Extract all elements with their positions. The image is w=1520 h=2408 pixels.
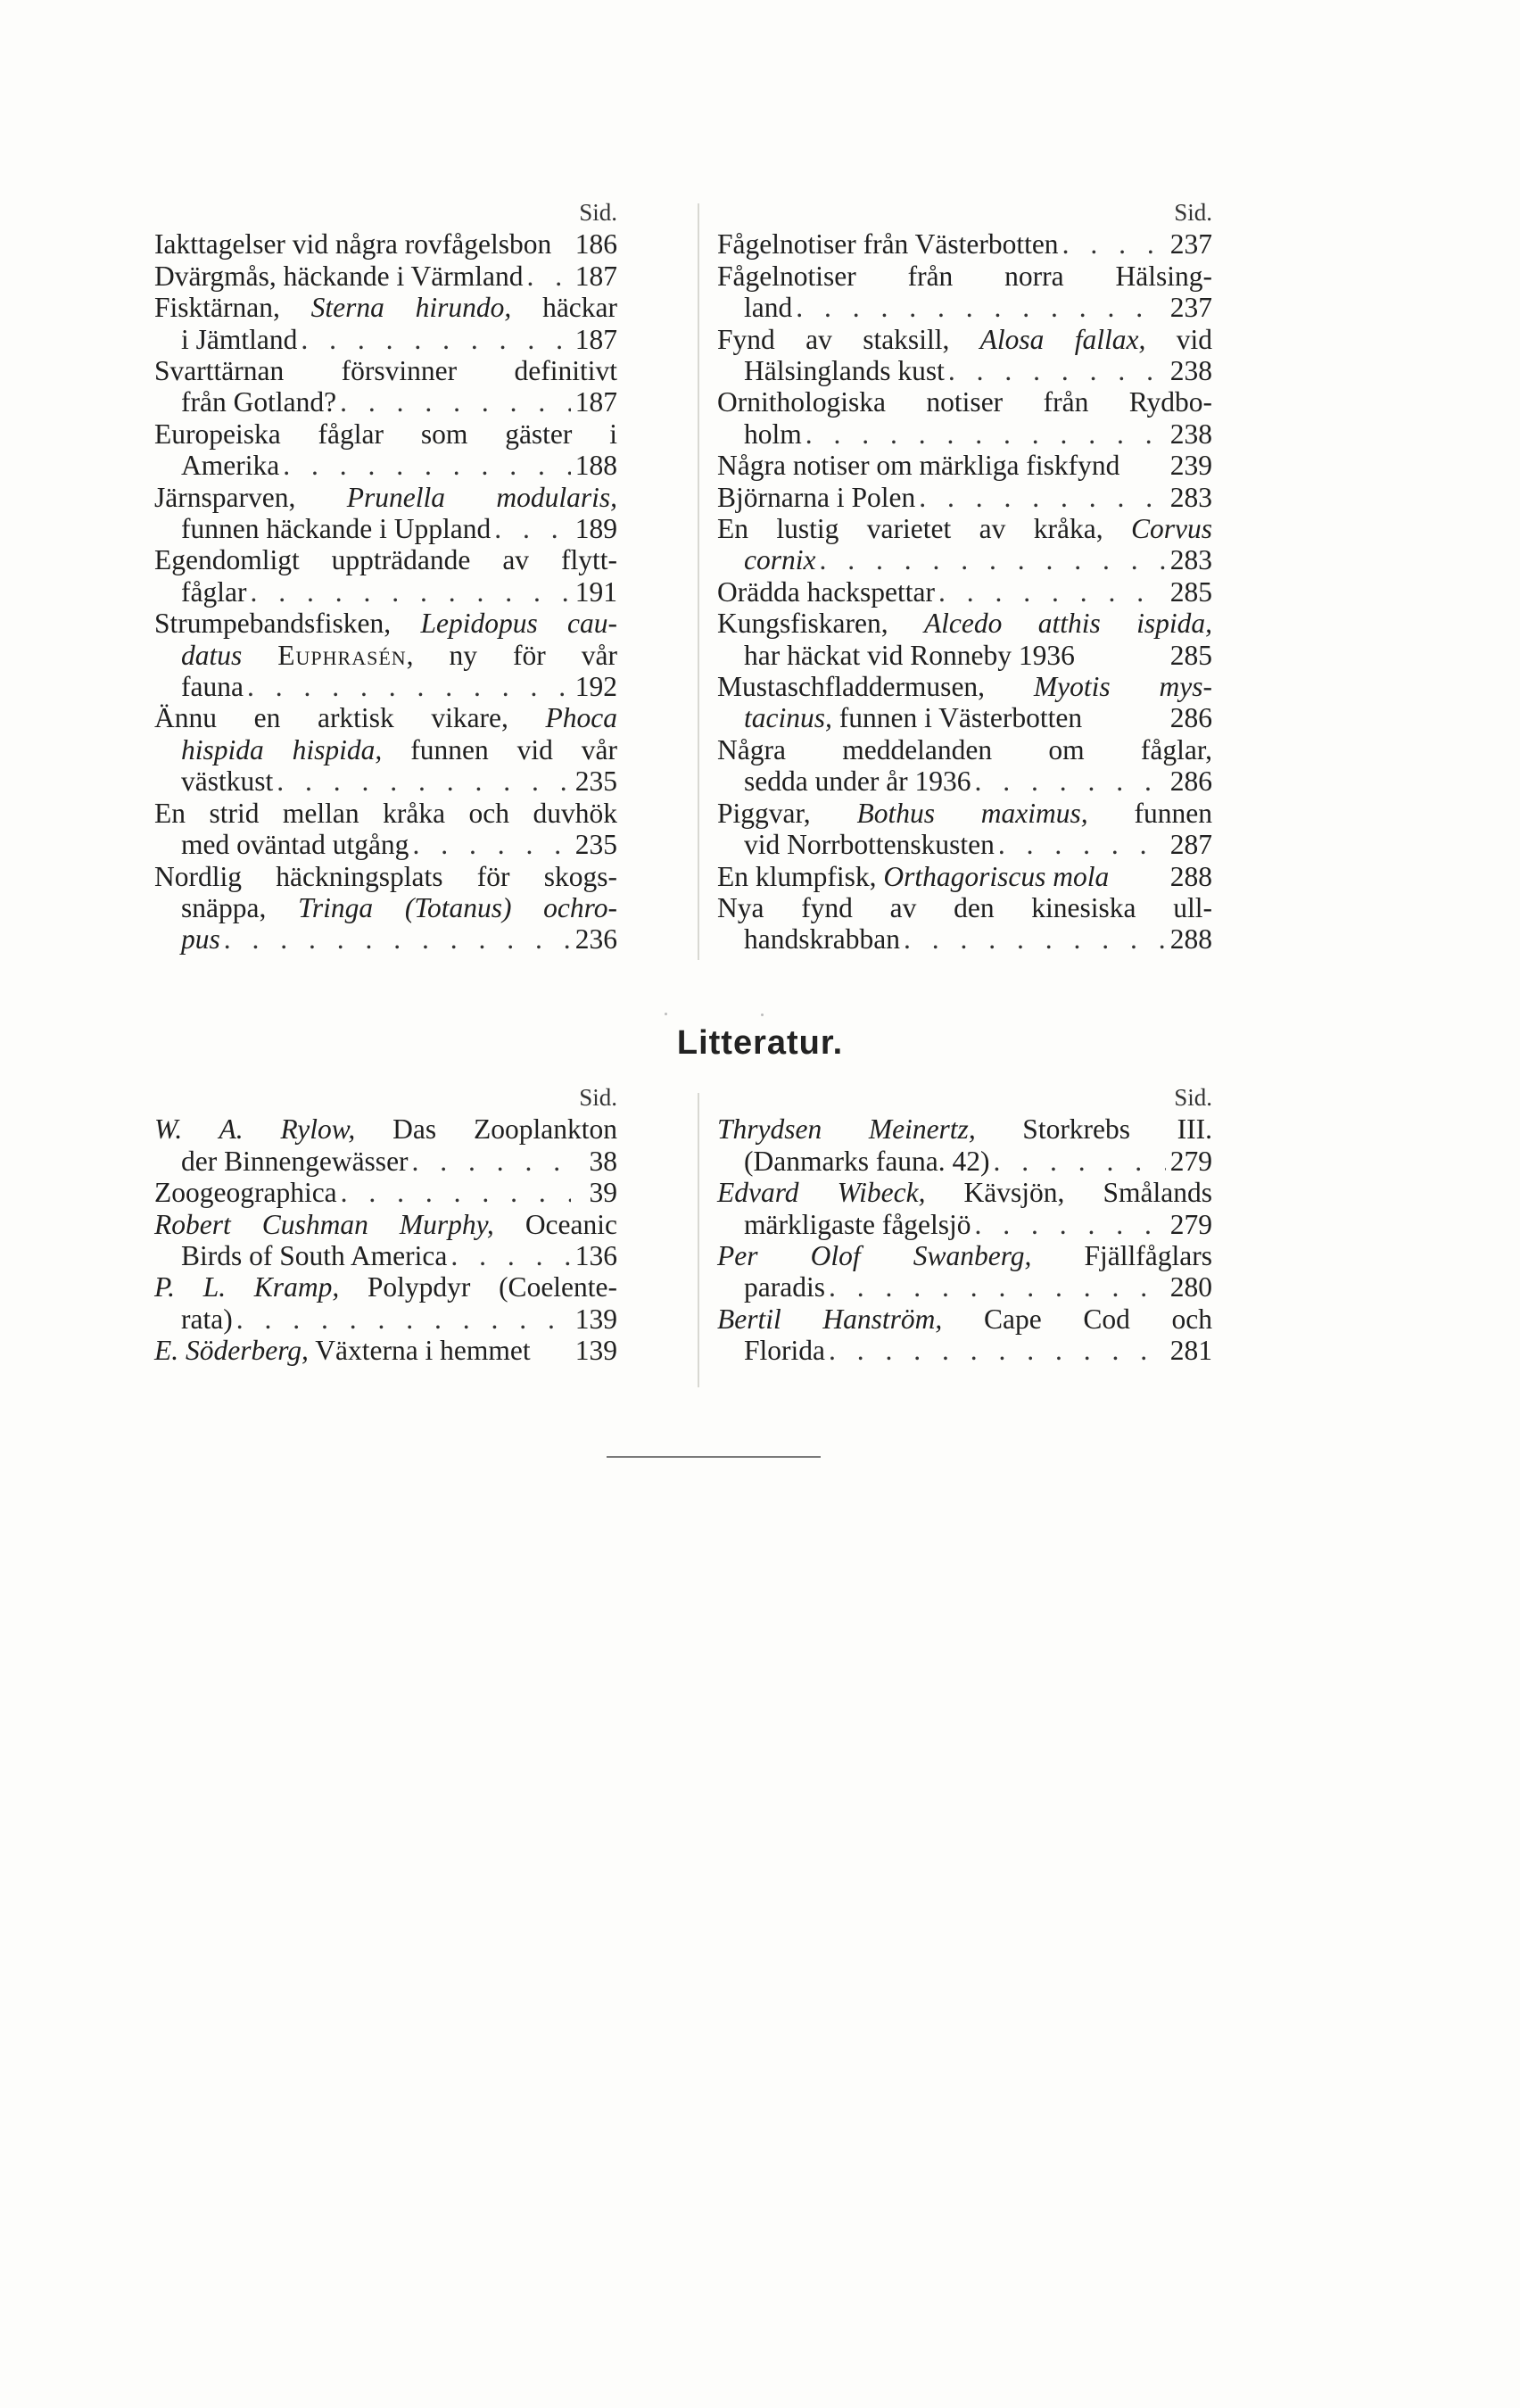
toc-entry-line (717, 608, 1212, 639)
entry-title: pus (181, 923, 220, 956)
sid-header: Sid. (579, 199, 617, 226)
toc-entry-line (717, 1113, 1212, 1145)
toc-entry-line (154, 798, 617, 829)
dot-leader (935, 576, 1166, 608)
toc-entry (154, 1335, 617, 1366)
page-number: 235 (574, 829, 617, 861)
toc-entry-line (154, 1177, 617, 1208)
dot-leader (447, 1240, 571, 1271)
toc-entry (717, 450, 1212, 481)
toc-entry (717, 386, 1212, 450)
dot-leader (945, 355, 1166, 386)
entry-title: har häckat vid Ronneby 1936 (744, 639, 1075, 671)
entry-title: rata) (181, 1303, 233, 1335)
toc-entry-line (717, 261, 1212, 292)
entry-title: Järnsparven, Prunella modularis, (154, 481, 617, 513)
entry-list (154, 1113, 617, 1366)
toc-entry (717, 1240, 1212, 1303)
entry-title: Strumpebandsfisken, Lepidopus cau- (154, 608, 618, 640)
toc-entry-line (154, 923, 617, 955)
dot-leader (273, 765, 571, 797)
toc-entry-line (154, 608, 617, 639)
toc-entry (717, 576, 1212, 608)
entry-title: paradis (744, 1271, 825, 1303)
toc-entry-line (154, 671, 617, 702)
toc-entry-line (154, 702, 617, 733)
page-number: 283 (1169, 481, 1212, 513)
toc-entry-line (717, 576, 1212, 608)
entry-title: Nya fynd av den kinesiska ull- (717, 891, 1212, 923)
page-number: 279 (1169, 1145, 1212, 1177)
dot-leader (279, 450, 571, 481)
paper-speck (665, 1013, 667, 1015)
toc-entry (717, 671, 1212, 734)
entry-title: Ännu en arktisk vikare, Phoca (154, 702, 617, 734)
entry-title: från Gotland? (181, 386, 337, 418)
toc-entry-line (154, 829, 617, 860)
entry-title: Fågelnotiser från norra Hälsing- (717, 260, 1212, 292)
dot-leader (523, 261, 571, 292)
entry-title: En klumpfisk, Orthagoriscus mola (717, 860, 1110, 892)
toc-entry-line (154, 640, 617, 671)
toc-entry (717, 1303, 1212, 1367)
entry-title: Egendomligt uppträdande av flytt- (154, 544, 617, 576)
end-rule (607, 1456, 821, 1458)
toc-entry-line (154, 734, 617, 765)
entry-title: Piggvar, Bothus maximus, funnen (717, 797, 1212, 829)
toc-entry (717, 798, 1212, 861)
entry-title: Fågelnotiser från Västerbotten (717, 228, 1059, 261)
toc-entry (154, 228, 617, 260)
entry-title: Zoogeographica (154, 1177, 337, 1209)
entry-title: E. Söderberg, Växterna i hemmet (154, 1335, 531, 1367)
entry-title: Bertil Hanström, Cape Cod och (717, 1303, 1212, 1335)
toc-entry (717, 734, 1212, 798)
toc-entry-line (717, 482, 1212, 513)
entry-title: cornix (744, 544, 816, 576)
page-number: 288 (1169, 860, 1212, 892)
dot-leader (220, 923, 571, 955)
toc-entry-line (154, 1303, 617, 1335)
toc-entry (717, 228, 1212, 260)
entry-title: Amerika (181, 450, 280, 482)
toc-entry-line (717, 1335, 1212, 1366)
toc-entry-line (154, 892, 617, 923)
entry-title: Edvard Wibeck, Kävsjön, Smålands (717, 1177, 1212, 1209)
toc-entry-line (154, 1271, 617, 1303)
toc-entry (154, 1271, 617, 1335)
entry-title: Fynd av staksill, Alosa fallax, vid (717, 323, 1212, 355)
page-number: 238 (1169, 418, 1212, 450)
toc-entry (717, 482, 1212, 513)
dot-leader (337, 1177, 571, 1208)
entry-title: vid Norrbottenskusten (744, 829, 995, 861)
toc-entry-line (154, 292, 617, 323)
entry-title: fauna (181, 671, 244, 703)
entry-title: västkust (181, 765, 274, 798)
literature-column-right (717, 1082, 1212, 1367)
toc-column-right (717, 197, 1212, 956)
entry-title: der Binnengewässer (181, 1145, 409, 1177)
toc-entry (717, 1113, 1212, 1177)
toc-entry-line (717, 1177, 1212, 1208)
dot-leader (825, 1271, 1166, 1303)
page-number: 39 (589, 1177, 617, 1209)
sid-header: Sid. (1174, 1084, 1212, 1111)
toc-entry-line (154, 1335, 617, 1366)
toc-entry (154, 482, 617, 545)
page-number: 288 (1169, 923, 1212, 956)
dot-leader (802, 418, 1166, 450)
entry-title: P. L. Kramp, Polypdyr (Coelente- (154, 1271, 618, 1303)
toc-entry-line (154, 1240, 617, 1271)
toc-entry (717, 513, 1212, 576)
entry-title: med oväntad utgång (181, 829, 409, 861)
dot-leader (815, 544, 1166, 575)
toc-entry (154, 544, 617, 608)
entry-title: Dvärgmås, häckande i Värmland (154, 260, 524, 292)
toc-entry (717, 261, 1212, 324)
toc-entry-line (717, 702, 1212, 733)
toc-entry-line (717, 292, 1212, 323)
page-number: 285 (1169, 575, 1212, 608)
page-number: 238 (1169, 355, 1212, 387)
dot-leader (971, 765, 1166, 797)
toc-entry (154, 261, 617, 292)
toc-entry-line (154, 261, 617, 292)
page-number: 285 (1169, 639, 1212, 671)
page-number: 186 (574, 228, 617, 261)
toc-entry (154, 292, 617, 355)
entry-title: (Danmarks fauna. 42) (744, 1145, 990, 1177)
toc-entry-line (717, 861, 1212, 892)
entry-title: land (744, 292, 793, 324)
toc-entry-line (717, 1209, 1212, 1240)
toc-entry (154, 1177, 617, 1208)
page-number: 139 (574, 1335, 617, 1367)
entry-title: En lustig varietet av kråka, Corvus (717, 513, 1212, 545)
toc-entry-line (154, 861, 617, 892)
toc-entry-line (154, 513, 617, 544)
toc-entry-line (717, 734, 1212, 765)
toc-entry-line (154, 1113, 617, 1145)
dot-leader (409, 829, 571, 860)
entry-title: Kungsfiskaren, Alcedo atthis ispida, (717, 608, 1212, 640)
entry-title: tacinus, funnen i Västerbotten (744, 702, 1083, 734)
toc-entry-line (154, 1209, 617, 1240)
toc-entry-line (154, 228, 617, 260)
toc-entry-line (154, 576, 617, 608)
entry-title: Fisktärnan, Sterna hirundo, häckar (154, 292, 618, 324)
entry-title: Florida (744, 1335, 825, 1367)
entry-title: i Jämtland (181, 323, 298, 355)
page-number: 188 (574, 450, 617, 482)
toc-entry-line (154, 324, 617, 355)
entry-title: Thrydsen Meinertz, Storkrebs III. (717, 1113, 1212, 1146)
toc-entry-line (717, 228, 1212, 260)
toc-entry-line (154, 1146, 617, 1177)
toc-entry (154, 861, 617, 956)
toc-entry (717, 861, 1212, 892)
toc-entry-line (154, 544, 617, 575)
entry-title: Europeiska fåglar som gäster i (154, 418, 617, 450)
page-number: 237 (1169, 292, 1212, 324)
paper-speck (761, 1014, 764, 1016)
page-number: 192 (574, 671, 617, 703)
entry-title: holm (744, 418, 802, 450)
dot-leader (297, 324, 571, 355)
dot-leader (990, 1146, 1166, 1177)
toc-entry (717, 608, 1212, 671)
page-number: 239 (1169, 450, 1212, 482)
entry-title: Nordlig häckningsplats för skogs- (154, 860, 617, 892)
entry-title: märkligaste fågelsjö (744, 1208, 971, 1240)
toc-entry (154, 608, 617, 702)
entry-title: Orädda hackspettar (717, 575, 936, 608)
page-number: 187 (574, 323, 617, 355)
toc-entry (154, 355, 617, 418)
toc-entry-line (717, 418, 1212, 450)
entry-title: Hälsinglands kust (744, 355, 945, 387)
toc-entry-line (717, 386, 1212, 418)
toc-entry (717, 1177, 1212, 1240)
dot-leader (792, 292, 1166, 323)
entry-title: Birds of South America (181, 1240, 448, 1272)
toc-entry-line (154, 418, 617, 450)
toc-entry-line (717, 798, 1212, 829)
entry-title: W. A. Rylow, Das Zooplankton (154, 1113, 617, 1146)
entry-title: Några meddelanden om fåglar, (717, 733, 1212, 765)
toc-entry-line (154, 386, 617, 418)
toc-entry (717, 892, 1212, 956)
entry-title: snäppa, Tringa (Totanus) ochro- (181, 891, 617, 923)
entry-list (717, 228, 1212, 955)
entry-title: datus Euphrasén, ny för vår (181, 639, 618, 671)
toc-entry-line (717, 1146, 1212, 1177)
toc-entry (154, 702, 617, 797)
page-number: 38 (589, 1145, 617, 1177)
toc-entry-line (717, 1303, 1212, 1335)
entry-title: fåglar (181, 575, 247, 608)
page-number: 236 (574, 923, 617, 956)
page-number: 286 (1169, 765, 1212, 798)
toc-entry-line (154, 355, 617, 386)
entry-title: En strid mellan kråka och duvhök (154, 797, 617, 829)
literature-column-left (154, 1082, 617, 1367)
entry-title: Iakttagelser vid några rovfågelsbon (154, 228, 552, 261)
entry-title: Svarttärnan försvinner definitivt (154, 355, 617, 387)
toc-entry (154, 798, 617, 861)
page-number: 187 (574, 260, 617, 292)
page-number: 187 (574, 386, 617, 418)
toc-entry-line (717, 892, 1212, 923)
page-number: 191 (574, 575, 617, 608)
entry-title: hispida hispida, funnen vid vår (181, 733, 617, 765)
toc-entry-line (717, 513, 1212, 544)
column-divider (698, 203, 699, 960)
sid-header: Sid. (1174, 199, 1212, 226)
toc-entry-line (717, 640, 1212, 671)
toc-entry-line (717, 671, 1212, 702)
toc-entry-line (717, 324, 1212, 355)
dot-leader (491, 513, 571, 544)
dot-leader (995, 829, 1166, 860)
toc-entry (154, 1113, 617, 1177)
toc-entry-line (717, 1240, 1212, 1271)
page-number: 279 (1169, 1208, 1212, 1240)
dot-leader (1059, 228, 1166, 260)
dot-leader (915, 482, 1166, 513)
toc-entry-line (717, 450, 1212, 481)
page-number: 136 (574, 1240, 617, 1272)
toc-entry-line (717, 829, 1212, 860)
column-divider (698, 1093, 699, 1387)
toc-entry-line (154, 482, 617, 513)
page-number: 139 (574, 1303, 617, 1335)
dot-leader (971, 1209, 1166, 1240)
toc-entry (154, 1209, 617, 1272)
dot-leader (825, 1335, 1166, 1366)
entry-title: sedda under år 1936 (744, 765, 971, 798)
dot-leader (409, 1146, 571, 1177)
entry-title: funnen häckande i Uppland (181, 513, 492, 545)
dot-leader (900, 923, 1166, 955)
dot-leader (336, 386, 571, 418)
entry-title: Några notiser om märkliga fiskfynd (717, 450, 1120, 482)
entry-list (154, 228, 617, 955)
page-number: 283 (1169, 544, 1212, 576)
page-number: 287 (1169, 829, 1212, 861)
page-number: 189 (574, 513, 617, 545)
sid-header: Sid. (579, 1084, 617, 1111)
toc-entry-line (154, 765, 617, 797)
entry-title: Mustaschfladdermusen, Myotis mys- (717, 671, 1212, 703)
entry-title: handskrabban (744, 923, 900, 956)
entry-title: Ornithologiska notiser från Rydbo- (717, 386, 1212, 418)
dot-leader (244, 671, 571, 702)
toc-entry-line (717, 765, 1212, 797)
entry-title: Robert Cushman Murphy, Oceanic (154, 1208, 617, 1240)
toc-entry (717, 324, 1212, 387)
page-number: 281 (1169, 1335, 1212, 1367)
page-number: 280 (1169, 1271, 1212, 1303)
entry-title: Per Olof Swanberg, Fjällfåglars (717, 1240, 1212, 1272)
page-number: 237 (1169, 228, 1212, 261)
toc-column-left (154, 197, 617, 956)
toc-entry-line (717, 355, 1212, 386)
toc-entry (154, 418, 617, 482)
toc-entry-line (154, 450, 617, 481)
toc-entry-line (717, 1271, 1212, 1303)
toc-entry-line (717, 923, 1212, 955)
dot-leader (233, 1303, 571, 1335)
entry-list (717, 1113, 1212, 1366)
page-number: 286 (1169, 702, 1212, 734)
entry-title: Björnarna i Polen (717, 481, 916, 513)
toc-entry-line (717, 544, 1212, 575)
section-title: Litteratur. (676, 1024, 844, 1062)
dot-leader (246, 576, 571, 608)
page-number: 235 (574, 765, 617, 798)
